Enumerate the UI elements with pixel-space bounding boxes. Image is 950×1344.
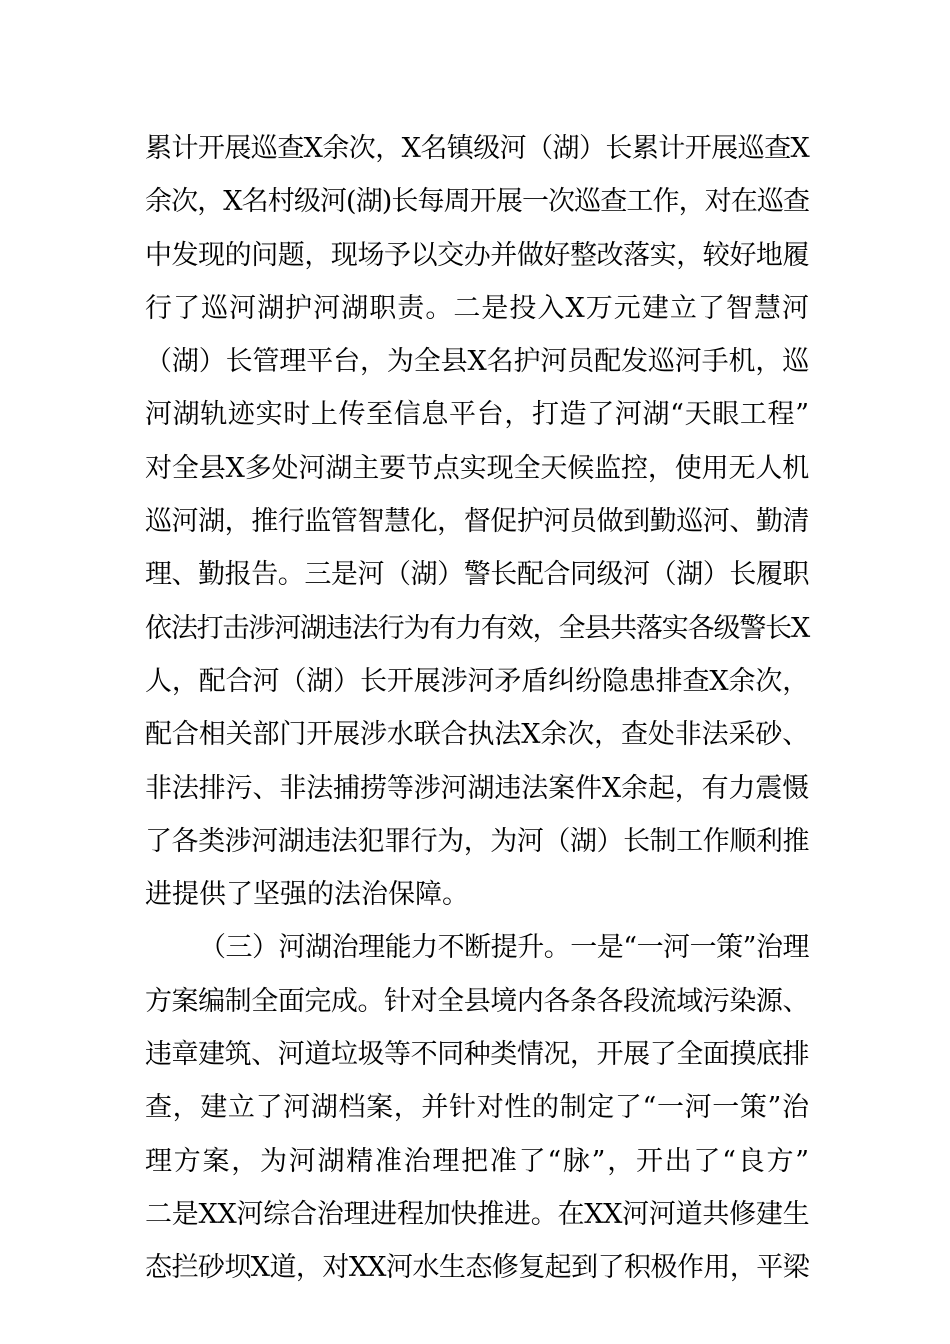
text-line: 累计开展巡查X余次，X名镇级河（湖）长累计开展巡查X — [145, 133, 809, 164]
text-line: 理方案，为河湖精准治理把准了“脉”，开出了“良方” — [145, 1145, 809, 1177]
text-line: 了各类涉河湖违法犯罪行为，为河（湖）长制工作顺利推 — [145, 825, 809, 857]
document-body — [145, 122, 809, 1295]
text-line: 方案编制全面完成。针对全县境内各条各段流域污染源、 — [145, 985, 809, 1017]
text-line: 理、勤报告。三是河（湖）警长配合同级河（湖）长履职 — [145, 559, 809, 591]
text-line: 非法排污、非法捕捞等涉河湖违法案件X余起，有力震慑 — [145, 772, 809, 804]
paragraph-end-line: 进提供了坚强的法治保障。 — [145, 879, 469, 911]
text-line: 对全县X多处河湖主要节点实现全天候监控，使用无人机 — [145, 452, 809, 484]
text-line: 态拦砂坝X道，对XX河水生态修复起到了积极作用，平梁 — [145, 1252, 809, 1284]
text-line: 中发现的问题，现场予以交办并做好整改落实，较好地履 — [145, 239, 809, 271]
text-line: 查，建立了河湖档案，并针对性的制定了“一河一策”治 — [145, 1092, 809, 1124]
text-line: 行了巡河湖护河湖职责。二是投入X万元建立了智慧河 — [145, 292, 809, 324]
text-line: 违章建筑、河道垃圾等不同种类情况，开展了全面摸底排 — [145, 1039, 809, 1071]
text-line: 巡河湖，推行监管智慧化，督促护河员做到勤巡河、勤清 — [145, 506, 809, 538]
text-line: 人，配合河（湖）长开展涉河矛盾纠纷隐患排查X余次， — [145, 665, 809, 697]
text-line: 依法打击涉河湖违法行为有力有效，全县共落实各级警长X — [145, 612, 809, 644]
section-heading-line: （三）河湖治理能力不断提升。一是“一河一策”治理 — [199, 932, 809, 964]
text-line: 河湖轨迹实时上传至信息平台，打造了河湖“天眼工程” — [145, 399, 809, 431]
text-line: 余次，X名村级河(湖)长每周开展一次巡查工作，对在巡查 — [145, 186, 809, 218]
text-line: 配合相关部门开展涉水联合执法X余次，查处非法采砂、 — [145, 719, 809, 751]
text-line: 二是XX河综合治理进程加快推进。在XX河河道共修建生 — [145, 1198, 810, 1230]
text-line: （湖）长管理平台，为全县X名护河员配发巡河手机，巡 — [145, 346, 809, 378]
